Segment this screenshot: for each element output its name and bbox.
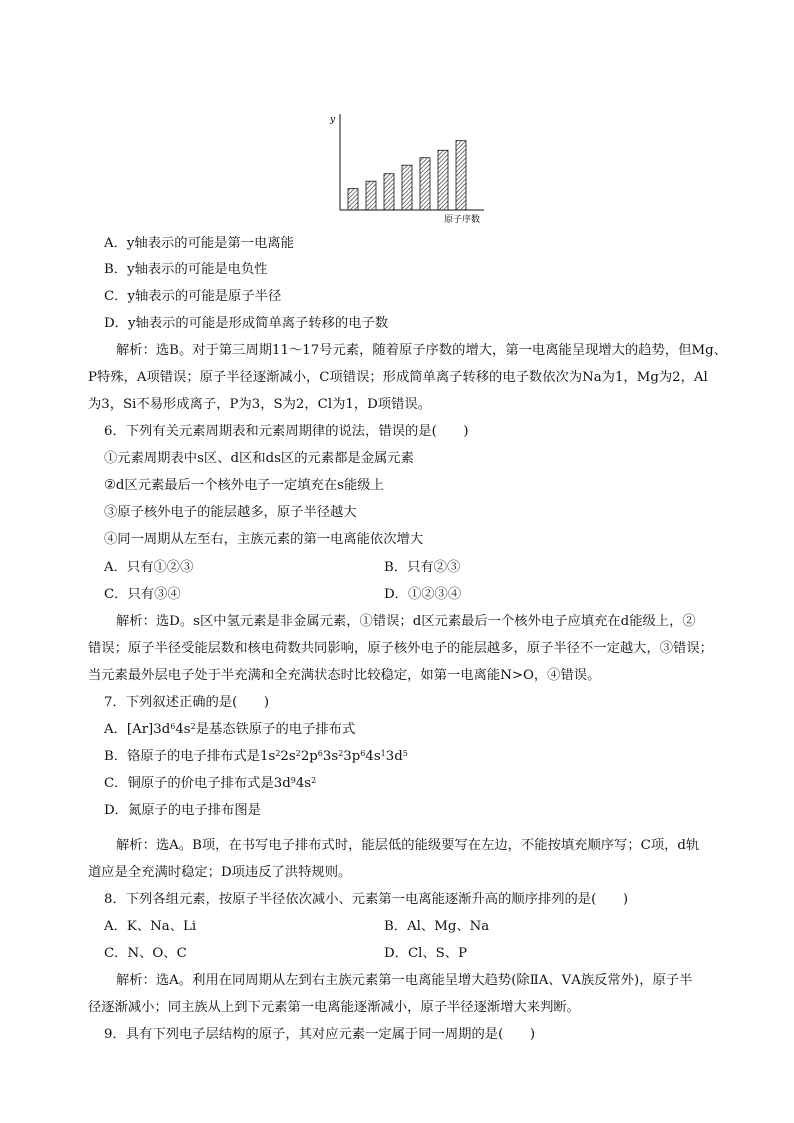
bar (456, 141, 466, 210)
q7-b-text-1: B．铬原子的电子排布式是1s (104, 749, 276, 764)
q7-a-sup-2: 2 (190, 722, 196, 731)
q7-b-sup: 5 (402, 749, 408, 758)
q6-analysis-line2: 错误；原子半径受能层数和核电荷数共同影响，原子核外电子的能层越多，原子半径不一定越大，③错误； (88, 641, 713, 656)
q7-b-orbital: 2s (280, 749, 296, 764)
q7-c-sup-2: 2 (311, 776, 317, 785)
q8-option-c: C．N、O、C (104, 946, 187, 961)
q6-option-d: D．①②③④ (384, 587, 462, 602)
bar (366, 181, 376, 210)
bar (438, 150, 448, 210)
q8-analysis-line2: 径逐渐减小；同主族从上到下元素第一电离能逐渐减小，原子半径逐渐增大来判断。 (88, 1000, 580, 1015)
q7-b-orbital: 4s (365, 749, 381, 764)
q7-a-sup-1: 6 (170, 722, 176, 731)
q7-analysis-line2: 道应是全充满时稳定；D项违反了洪特规则。 (88, 865, 352, 880)
bar (420, 158, 430, 210)
bar (384, 174, 394, 210)
q5-option-c: C．y轴表示的可能是原子半径 (104, 289, 282, 304)
q8-option-a: A．K、Na、Li (104, 919, 197, 934)
q7-b-orbital: 3p (343, 749, 361, 764)
q6-option-c: C．只有③④ (104, 587, 181, 602)
q5-option-a: A．y轴表示的可能是第一电离能 (104, 236, 294, 251)
q7-c-text-1: C．铜原子的价电子排布式是3d (104, 776, 291, 791)
q8-analysis-line1: 解析：选A。利用在同周期从左到右主族元素第一电离能呈增大趋势(除ⅡA、ⅤA族反常外)，原子半 (116, 973, 693, 988)
q6-statement-2: ②d区元素最后一个核外电子一定填充在s能级上 (104, 478, 384, 493)
q6-stem: 6．下列有关元素周期表和元素周期律的说法，错误的是( ) (104, 424, 469, 439)
q7-analysis-line1: 解析：选A。B项，在书写电子排布式时，能层低的能级要写在左边，不能按填充顺序写；C项，d轨 (116, 838, 700, 853)
q6-statement-1: ①元素周期表中s区、d区和ds区的元素都是金属元素 (104, 451, 414, 466)
q7-option-d: D．氮原子的电子排布图是 (104, 803, 261, 818)
q7-b-sup: 6 (360, 749, 366, 758)
q8-option-d: D．Cl、S、P (384, 946, 468, 961)
q7-b-sup: 1 (380, 749, 386, 758)
q7-b-sup: 6 (317, 749, 323, 758)
q7-c-text-2: 4s (295, 776, 312, 791)
q8-stem: 8．下列各组元素，按原子半径依次减小、元素第一电离能逐渐升高的顺序排列的是( ) (104, 892, 629, 907)
q7-option-a (104, 720, 704, 740)
bar (348, 189, 358, 210)
q6-analysis-line1: 解析：选D。s区中氢元素是非金属元素，①错误；d区元素最后一个核外电子应填充在d能级上，② (116, 614, 696, 629)
bar (402, 165, 412, 210)
bar-chart-svg (320, 108, 500, 230)
q7-b-sup: 2 (295, 749, 301, 758)
q9-stem: 9．具有下列电子层结构的原子，其对应元素一定属于同一周期的是( ) (104, 1027, 536, 1042)
bar-chart (320, 108, 500, 230)
q5-option-d: D．y轴表示的可能是形成简单离子转移的电子数 (104, 316, 389, 331)
q7-option-c (104, 774, 704, 794)
x-axis-label: 原子序数 (444, 215, 481, 225)
q7-a-text-1: A．[Ar]3d (104, 722, 171, 737)
q7-stem: 7．下列叙述正确的是( ) (104, 695, 270, 710)
q5-analysis-line3: 为3，Si不易形成离子，P为3，S为2，Cl为1，D项错误。 (88, 397, 431, 412)
q7-b-orbital: 3d (385, 749, 403, 764)
q7-a-text-2: 4s (175, 722, 191, 737)
q6-statement-4: ④同一周期从左至右，主族元素的第一电离能依次增大 (104, 532, 424, 547)
q7-b-orbital: 3s (322, 749, 339, 764)
q7-b-sup: 2 (338, 749, 344, 758)
q5-option-b: B．y轴表示的可能是电负性 (104, 262, 268, 277)
q8-option-b: B．Al、Mg、Na (384, 919, 490, 934)
q7-a-text-3: 是基态铁原子的电子排布式 (195, 722, 356, 737)
q7-option-b (104, 747, 704, 767)
q6-statement-3: ③原子核外电子的能层越多，原子半径越大 (104, 505, 357, 520)
q7-b-orbital: 2p (300, 749, 318, 764)
q6-analysis-line3: 当元素最外层电子处于半充满和全充满状态时比较稳定，如第一电离能N>O，④错误。 (88, 668, 601, 683)
q7-c-sup-1: 9 (290, 776, 296, 785)
q6-option-a: A．只有①②③ (104, 560, 194, 575)
q5-analysis-line2: P特殊，A项错误；原子半径逐渐减小，C项错误；形成简单离子转移的电子数依次为Na为1，Mg为2，Al (88, 370, 708, 385)
q5-analysis-line1: 解析：选B。对于第三周期11～17号元素，随着原子序数的增大，第一电离能呈现增大的趋势，但Mg、 (116, 343, 727, 358)
y-axis-label: y (330, 115, 336, 125)
q6-option-b: B．只有②③ (384, 560, 461, 575)
q7-b-sup: 2 (275, 749, 281, 758)
